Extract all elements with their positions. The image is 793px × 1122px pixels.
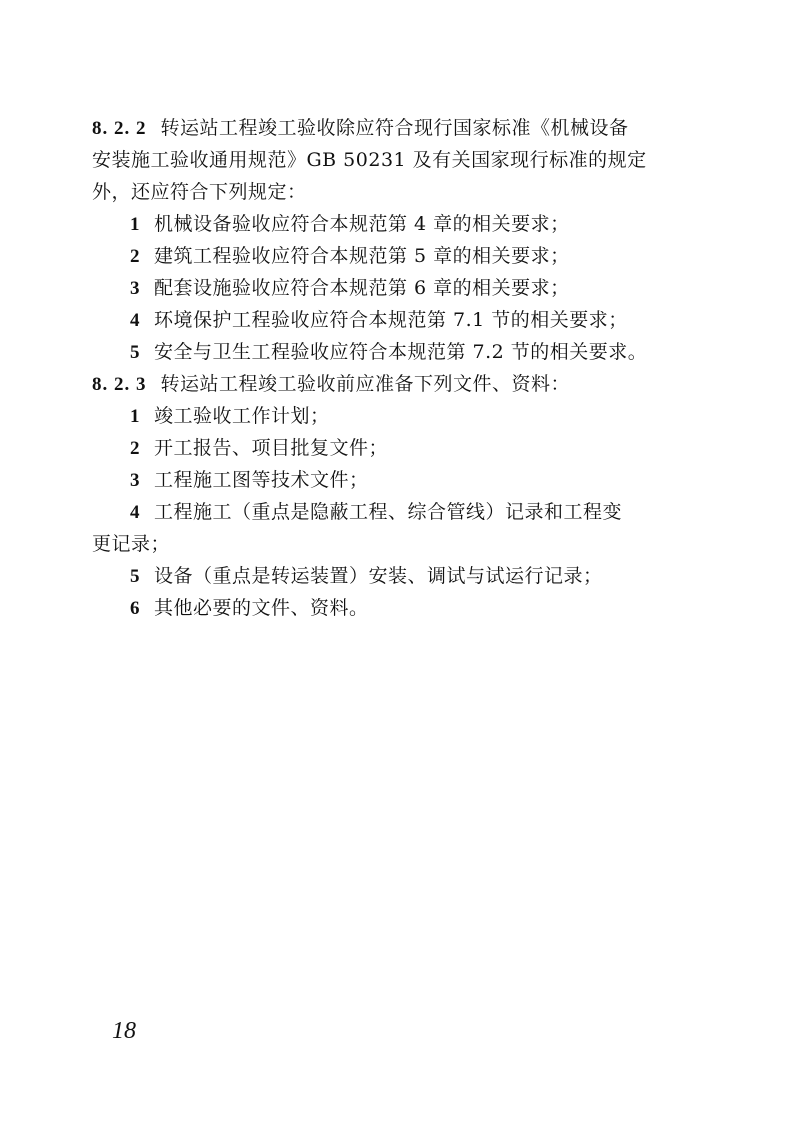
item-number: 3 (130, 278, 140, 299)
clause-text: 安装施工验收通用规范》GB 50231 及有关国家现行标准的规定 (92, 149, 647, 171)
item-text: 建筑工程验收应符合本规范第 5 章的相关要求； (154, 245, 570, 267)
list-item (130, 592, 690, 624)
list-item (130, 208, 690, 240)
clause-text: 转运站工程竣工验收前应准备下列文件、资料： (160, 373, 571, 395)
item-text: 更记录； (92, 533, 171, 555)
item-text: 配套设施验收应符合本规范第 6 章的相关要求； (154, 277, 570, 299)
item-text: 开工报告、项目批复文件； (154, 437, 389, 459)
item-text: 设备（重点是转运装置）安装、调试与试运行记录； (154, 565, 603, 587)
item-number: 2 (130, 438, 140, 459)
list-item (130, 336, 690, 368)
item-text: 其他必要的文件、资料。 (154, 597, 369, 619)
list-item (130, 304, 690, 336)
item-text: 机械设备验收应符合本规范第 4 章的相关要求； (154, 213, 570, 235)
item-text: 环境保护工程验收应符合本规范第 7.1 节的相关要求； (154, 309, 628, 331)
list-item (130, 240, 690, 272)
clause-8-2-3-line-1 (92, 368, 692, 400)
list-item-continuation (92, 528, 692, 560)
item-number: 3 (130, 470, 140, 491)
list-item (130, 464, 690, 496)
item-number: 1 (130, 406, 140, 427)
list-item (130, 400, 690, 432)
clause-number: 8. 2. 2 (92, 118, 147, 139)
item-number: 4 (130, 310, 140, 331)
item-text: 竣工验收工作计划； (154, 405, 330, 427)
item-number: 4 (130, 502, 140, 523)
clause-text: 转运站工程竣工验收除应符合现行国家标准《机械设备 (160, 117, 629, 139)
item-text: 工程施工（重点是隐蔽工程、综合管线）记录和工程变 (154, 501, 623, 523)
list-item (130, 496, 690, 528)
clause-8-2-2-line-2 (92, 144, 692, 176)
item-number: 2 (130, 246, 140, 267)
clause-8-2-2-line-3 (92, 176, 692, 208)
list-item (130, 432, 690, 464)
clause-text: 外，还应符合下列规定： (92, 181, 307, 203)
item-number: 5 (130, 342, 140, 363)
item-text: 安全与卫生工程验收应符合本规范第 7.2 节的相关要求。 (154, 341, 648, 363)
list-item (130, 272, 690, 304)
page-number: 18 (112, 1018, 136, 1044)
item-number: 5 (130, 566, 140, 587)
item-number: 1 (130, 214, 140, 235)
item-text: 工程施工图等技术文件； (154, 469, 369, 491)
list-item (130, 560, 690, 592)
item-number: 6 (130, 598, 140, 619)
clause-number: 8. 2. 3 (92, 374, 147, 395)
clause-8-2-2-line-1 (92, 112, 692, 144)
